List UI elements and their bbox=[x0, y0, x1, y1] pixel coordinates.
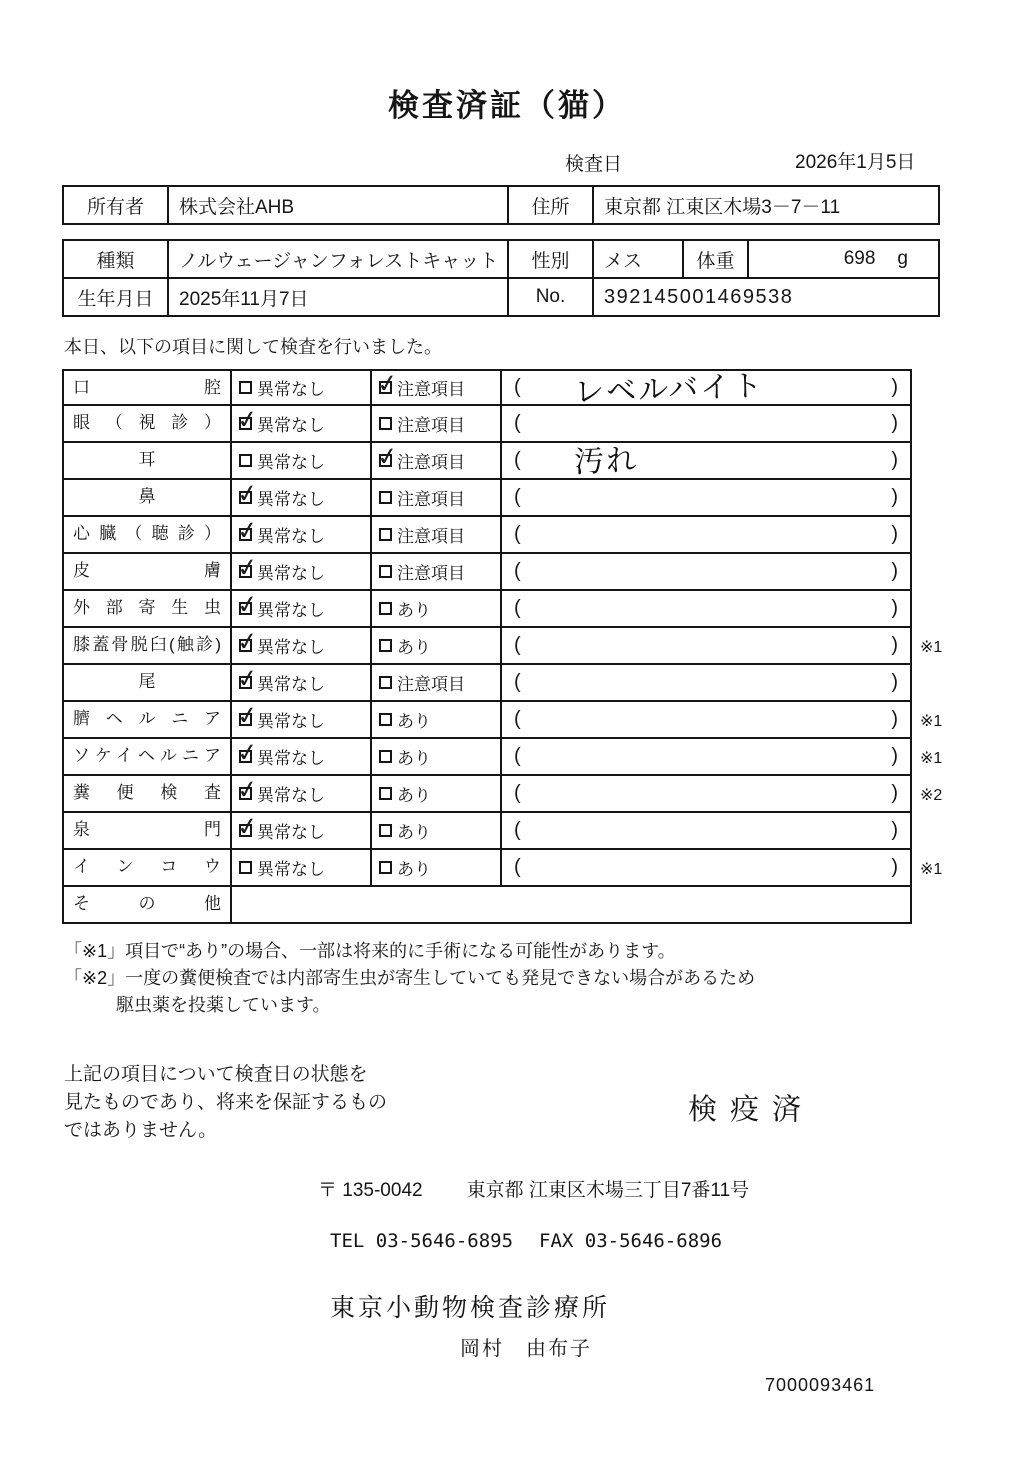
exam-remark-cell bbox=[502, 813, 912, 850]
footnote-1: 「※1」項目で“あり”の場合、一部は将来的に手術になる可能性があります。 bbox=[64, 941, 676, 961]
checkbox-no-abnormality bbox=[239, 491, 252, 504]
exam-option-attention bbox=[372, 591, 502, 628]
exam-option-no-abnormality bbox=[232, 517, 372, 554]
checkbox-attention bbox=[379, 454, 392, 467]
checkbox-attention bbox=[379, 787, 392, 800]
address-value: 東京都 江東区木場3－7－11 bbox=[592, 187, 938, 223]
disclaimer-row bbox=[64, 1061, 944, 1145]
quarantine-passed-stamp: 検疫済 bbox=[687, 1094, 814, 1126]
checkbox-attention bbox=[379, 639, 392, 652]
exam-remark-cell bbox=[502, 406, 912, 443]
exam-item-label: 口腔 bbox=[64, 369, 232, 406]
exam-option-attention bbox=[372, 813, 502, 850]
disclaimer-text bbox=[64, 1061, 387, 1145]
veterinarian-name: 岡村 由布子 bbox=[460, 1338, 592, 1360]
open-paren: ( bbox=[514, 560, 521, 582]
exam-remark-cell bbox=[502, 850, 912, 887]
weight-value: 698 bbox=[843, 248, 876, 269]
checkbox-no-abnormality bbox=[239, 676, 252, 689]
postal-code: 〒 135-0042 bbox=[318, 1180, 423, 1201]
breed-label: 種類 bbox=[96, 250, 135, 272]
open-paren: ( bbox=[514, 376, 521, 398]
option-label: 注意項目 bbox=[397, 675, 465, 694]
no-label: No. bbox=[507, 279, 592, 315]
option-label: 異常なし bbox=[257, 564, 325, 583]
exam-row bbox=[62, 480, 1014, 517]
exam-item-label: 心臓（聴診） bbox=[64, 517, 232, 554]
option-label: 異常なし bbox=[257, 823, 325, 842]
exam-item-label: 外部寄生虫 bbox=[64, 591, 232, 628]
exam-option-no-abnormality bbox=[232, 739, 372, 776]
option-label: 注意項目 bbox=[397, 453, 465, 472]
exam-remark-cell bbox=[502, 480, 912, 517]
option-label: あり bbox=[397, 860, 431, 879]
option-label: 異常なし bbox=[257, 749, 325, 768]
exam-row bbox=[62, 443, 1014, 480]
checkbox-no-abnormality bbox=[239, 602, 252, 615]
exam-option-no-abnormality bbox=[232, 628, 372, 665]
open-paren: ( bbox=[514, 671, 521, 693]
disclaimer-line-1: 上記の項目について検査日の状態を bbox=[64, 1064, 368, 1085]
exam-option-attention bbox=[372, 443, 502, 480]
exam-row bbox=[62, 591, 1014, 628]
footnote-mark: ※1 bbox=[920, 638, 943, 656]
handwritten-note: レベルバイト bbox=[573, 369, 765, 410]
footnote-mark bbox=[912, 813, 948, 850]
option-label: 異常なし bbox=[257, 490, 325, 509]
footnotes bbox=[64, 938, 1014, 1019]
option-label: あり bbox=[397, 638, 431, 657]
exam-remark-cell bbox=[502, 443, 912, 480]
close-paren: ) bbox=[891, 376, 898, 398]
footnote-mark bbox=[912, 887, 948, 924]
option-label: 異常なし bbox=[257, 453, 325, 472]
option-label: 注意項目 bbox=[397, 490, 465, 509]
disclaimer-line-3: ではありません。 bbox=[64, 1120, 218, 1141]
close-paren: ) bbox=[891, 708, 898, 730]
exam-remark-cell bbox=[502, 517, 912, 554]
exam-option-attention bbox=[372, 406, 502, 443]
option-label: あり bbox=[397, 823, 431, 842]
checkbox-attention bbox=[379, 824, 392, 837]
weight-value-cell bbox=[747, 241, 938, 277]
intro-text: 本日、以下の項目に関して検査を行いました。 bbox=[64, 337, 442, 357]
option-label: 注意項目 bbox=[397, 380, 465, 399]
footnote-mark bbox=[912, 554, 948, 591]
exam-option-no-abnormality bbox=[232, 480, 372, 517]
footnote-mark: ※1 bbox=[920, 749, 943, 767]
exam-row bbox=[62, 406, 1014, 443]
exam-option-attention bbox=[372, 665, 502, 702]
option-label: 異常なし bbox=[257, 601, 325, 620]
option-label: 異常なし bbox=[257, 638, 325, 657]
checkbox-attention bbox=[379, 861, 392, 874]
open-paren: ( bbox=[514, 523, 521, 545]
exam-option-no-abnormality bbox=[232, 850, 372, 887]
option-label: 異常なし bbox=[257, 527, 325, 546]
close-paren: ) bbox=[891, 745, 898, 767]
pet-info-table bbox=[62, 239, 940, 317]
option-label: あり bbox=[397, 712, 431, 731]
footnote-mark bbox=[912, 665, 948, 702]
close-paren: ) bbox=[891, 856, 898, 878]
exam-item-label: 尾 bbox=[64, 665, 232, 702]
exam-remark-cell bbox=[502, 369, 912, 410]
close-paren: ) bbox=[891, 671, 898, 693]
option-label: 異常なし bbox=[257, 860, 325, 879]
disclaimer-line-2: 見たものであり、将来を保証するもの bbox=[64, 1092, 388, 1113]
exam-row bbox=[62, 776, 1014, 813]
open-paren: ( bbox=[514, 708, 521, 730]
checkbox-attention bbox=[379, 491, 392, 504]
option-label: あり bbox=[397, 786, 431, 805]
footnote-mark bbox=[912, 480, 948, 517]
exam-option-attention bbox=[372, 369, 502, 406]
exam-item-label: インコウ bbox=[64, 850, 232, 887]
open-paren: ( bbox=[514, 782, 521, 804]
option-label: あり bbox=[397, 601, 431, 620]
option-label: あり bbox=[397, 749, 431, 768]
exam-option-attention bbox=[372, 517, 502, 554]
open-paren: ( bbox=[514, 745, 521, 767]
exam-option-attention bbox=[372, 702, 502, 739]
address-label: 住所 bbox=[507, 187, 592, 223]
exam-option-no-abnormality bbox=[232, 813, 372, 850]
serial-number: 7000093461 bbox=[765, 1375, 876, 1395]
close-paren: ) bbox=[891, 412, 898, 434]
exam-option-no-abnormality bbox=[232, 776, 372, 813]
exam-remark-cell bbox=[502, 776, 912, 813]
checkbox-no-abnormality bbox=[239, 381, 252, 394]
open-paren: ( bbox=[514, 597, 521, 619]
exam-option-no-abnormality bbox=[232, 554, 372, 591]
exam-option-attention bbox=[372, 850, 502, 887]
exam-remark-cell bbox=[502, 739, 912, 776]
footnote-2-continued: 駆虫薬を投薬しています。 bbox=[116, 995, 331, 1015]
close-paren: ) bbox=[891, 782, 898, 804]
checkbox-no-abnormality bbox=[239, 861, 252, 874]
exam-row bbox=[62, 813, 1014, 850]
exam-option-attention bbox=[372, 776, 502, 813]
exam-remark-cell bbox=[502, 628, 912, 665]
exam-row bbox=[62, 850, 1014, 887]
exam-remark-cell bbox=[502, 702, 912, 739]
checkbox-no-abnormality bbox=[239, 528, 252, 541]
inspection-date-row bbox=[0, 141, 1014, 177]
checkbox-no-abnormality bbox=[239, 713, 252, 726]
exam-option-no-abnormality bbox=[232, 406, 372, 443]
exam-item-label: 泉門 bbox=[64, 813, 232, 850]
exam-option-no-abnormality bbox=[232, 443, 372, 480]
checkbox-no-abnormality bbox=[239, 824, 252, 837]
close-paren: ) bbox=[891, 560, 898, 582]
open-paren: ( bbox=[514, 819, 521, 841]
birthdate-label: 生年月日 bbox=[77, 288, 154, 310]
option-label: 異常なし bbox=[257, 416, 325, 435]
open-paren: ( bbox=[514, 412, 521, 434]
footnote-mark bbox=[912, 369, 948, 406]
open-paren: ( bbox=[514, 634, 521, 656]
exam-item-label: 膝蓋骨脱臼(触診) bbox=[64, 628, 232, 665]
fax-number: FAX 03-5646-6896 bbox=[539, 1230, 723, 1252]
exam-row bbox=[62, 628, 1014, 665]
handwritten-note: 汚れ bbox=[573, 443, 639, 480]
footnote-mark: ※1 bbox=[920, 712, 943, 730]
exam-option-no-abnormality bbox=[232, 665, 372, 702]
footnote-mark bbox=[912, 443, 948, 480]
open-paren: ( bbox=[514, 449, 521, 471]
checkbox-no-abnormality bbox=[239, 787, 252, 800]
checkbox-attention bbox=[379, 602, 392, 615]
exam-option-attention bbox=[372, 739, 502, 776]
checkbox-attention bbox=[379, 676, 392, 689]
exam-item-label: 皮膚 bbox=[64, 554, 232, 591]
clinic-address: 東京都 江東区木場三丁目7番11号 bbox=[466, 1180, 750, 1201]
breed-value: ノルウェージャンフォレストキャット bbox=[167, 241, 507, 277]
close-paren: ) bbox=[891, 634, 898, 656]
exam-row bbox=[62, 739, 1014, 776]
exam-option-no-abnormality bbox=[232, 702, 372, 739]
footnote-mark: ※1 bbox=[920, 860, 943, 878]
footnote-2: 「※2」一度の糞便検査では内部寄生虫が寄生していても発見できない場合があるため bbox=[64, 968, 756, 988]
checkbox-no-abnormality bbox=[239, 750, 252, 763]
exam-remark-cell bbox=[232, 887, 912, 924]
checkbox-attention bbox=[379, 713, 392, 726]
owner-value: 株式会社AHB bbox=[167, 187, 507, 223]
checkbox-attention bbox=[379, 381, 392, 394]
exam-row bbox=[62, 369, 1014, 410]
checkbox-attention bbox=[379, 565, 392, 578]
owner-label: 所有者 bbox=[86, 196, 144, 218]
close-paren: ) bbox=[891, 819, 898, 841]
exam-option-attention bbox=[372, 480, 502, 517]
close-paren: ) bbox=[891, 486, 898, 508]
checkbox-attention bbox=[379, 417, 392, 430]
checkbox-no-abnormality bbox=[239, 454, 252, 467]
page-title: 検査済証（猫） bbox=[388, 88, 626, 123]
exam-item-label: 耳 bbox=[64, 443, 232, 480]
option-label: 異常なし bbox=[257, 380, 325, 399]
footnote-mark: ※2 bbox=[920, 786, 943, 804]
microchip-no-value: 392145001469538 bbox=[592, 279, 938, 315]
exam-remark-cell bbox=[502, 591, 912, 628]
checkbox-attention bbox=[379, 750, 392, 763]
checkbox-attention bbox=[379, 528, 392, 541]
exam-option-attention bbox=[372, 628, 502, 665]
checkbox-no-abnormality bbox=[239, 639, 252, 652]
birthdate-value: 2025年11月7日 bbox=[167, 279, 507, 315]
exam-item-label: 鼻 bbox=[64, 480, 232, 517]
inspection-date-label: 検査日 bbox=[565, 154, 623, 175]
footnote-mark bbox=[912, 406, 948, 443]
footnote-mark bbox=[912, 591, 948, 628]
exam-remark-cell bbox=[502, 665, 912, 702]
exam-item-label: 臍ヘルニア bbox=[64, 702, 232, 739]
option-label: 注意項目 bbox=[397, 527, 465, 546]
exam-row bbox=[62, 554, 1014, 591]
option-label: 異常なし bbox=[257, 675, 325, 694]
option-label: 注意項目 bbox=[397, 564, 465, 583]
clinic-postal-row bbox=[318, 1175, 1014, 1202]
inspection-date-value: 2026年1月5日 bbox=[795, 152, 916, 173]
exam-option-no-abnormality bbox=[232, 369, 372, 406]
exam-item-label: 眼（視診） bbox=[64, 406, 232, 443]
clinic-name: 東京小動物検査診療所 bbox=[330, 1294, 611, 1322]
exam-row bbox=[62, 517, 1014, 554]
open-paren: ( bbox=[514, 856, 521, 878]
exam-remark-cell bbox=[502, 554, 912, 591]
exam-item-label: ソケイヘルニア bbox=[64, 739, 232, 776]
clinic-phone-row bbox=[330, 1230, 1014, 1252]
option-label: 異常なし bbox=[257, 786, 325, 805]
exam-table bbox=[62, 369, 1014, 924]
exam-row bbox=[62, 887, 1014, 924]
option-label: 異常なし bbox=[257, 712, 325, 731]
checkbox-no-abnormality bbox=[239, 565, 252, 578]
close-paren: ) bbox=[891, 449, 898, 471]
exam-option-no-abnormality bbox=[232, 591, 372, 628]
exam-item-label: 糞便検査 bbox=[64, 776, 232, 813]
exam-row bbox=[62, 702, 1014, 739]
checkbox-no-abnormality bbox=[239, 417, 252, 430]
exam-option-attention bbox=[372, 554, 502, 591]
weight-label: 体重 bbox=[682, 241, 747, 277]
footnote-mark bbox=[912, 517, 948, 554]
close-paren: ) bbox=[891, 523, 898, 545]
weight-unit: g bbox=[897, 248, 908, 269]
tel-number: TEL 03-5646-6895 bbox=[330, 1230, 514, 1252]
open-paren: ( bbox=[514, 486, 521, 508]
option-label: 注意項目 bbox=[397, 416, 465, 435]
sex-label: 性別 bbox=[507, 241, 592, 277]
exam-row bbox=[62, 665, 1014, 702]
close-paren: ) bbox=[891, 597, 898, 619]
sex-value: メス bbox=[592, 241, 682, 277]
exam-item-label: その他 bbox=[64, 887, 232, 924]
owner-table bbox=[62, 185, 940, 225]
